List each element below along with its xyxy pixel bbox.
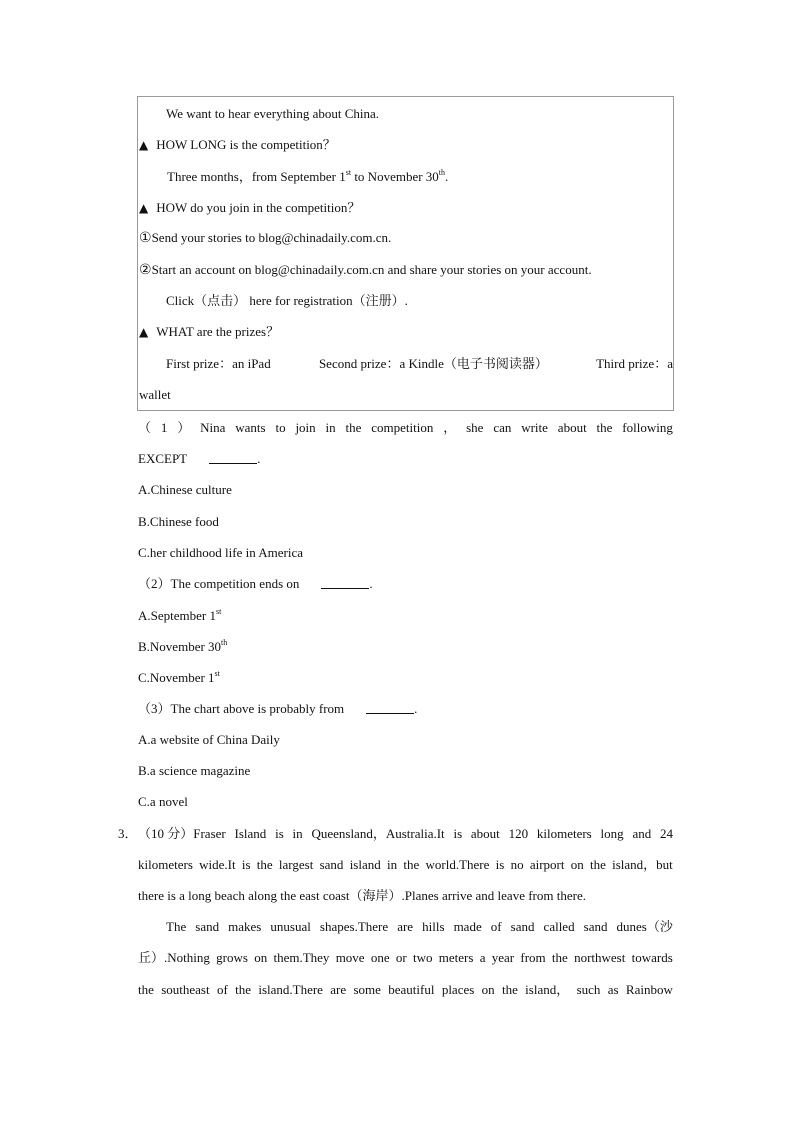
word: from [520,950,546,965]
word: write [521,420,548,435]
word: The [166,919,187,934]
word: long [600,826,624,841]
word: move [335,950,365,965]
word: is [453,826,463,841]
word: ） [177,420,191,435]
word: places [441,982,475,997]
question-1-option-b: B.Chinese food [138,514,219,529]
question-2-option-c: C.November 1st [138,669,220,685]
word: Island [234,826,267,841]
duration-text: Three months，from September 1st to November 30th. [167,168,449,184]
word: kilometers [138,857,193,872]
word: the [589,857,606,872]
word: southeast [161,982,210,997]
word: two [413,950,433,965]
word: hills [422,919,445,934]
word: 120 [508,826,529,841]
third-prize: Third prize：a [596,356,673,371]
word: wants [235,420,266,435]
join-step-2: ②Start an account on blog@chinadaily.com.cn and share your stories on your account. [139,262,592,278]
question-3-stem: （3）The chart above is probably from . [138,701,418,716]
word: she [466,420,484,435]
word: grows [216,950,248,965]
join-step-1: ①Send your stories to blog@chinadaily.com.cn. [139,230,392,246]
triangle-bullet-icon: ▲ [139,201,149,215]
word: 24 [660,826,673,841]
word: sand [583,919,608,934]
passage-line [138,982,673,998]
word: competition [371,420,434,435]
word: sand [195,919,220,934]
word: such [576,982,601,997]
word: year [491,950,515,965]
word: island [349,857,381,872]
word: in [292,826,303,841]
word: wide.It [199,857,236,872]
answer-blank [366,702,414,714]
word: island， [525,982,570,997]
word: Nina [200,420,226,435]
word: are [330,982,347,997]
second-prize: Second prize：a Kindle（电子书阅读器） [318,356,548,371]
word: kilometers [536,826,592,841]
question-2-option-b: B.November 30th [138,638,228,654]
question-3-option-c: C.a novel [138,794,188,809]
question-3-option-a: A.a website of China Daily [138,732,280,747]
word: island.There [258,982,323,997]
word: of [216,982,228,997]
question-3-option-b: B.a science magazine [138,763,251,778]
word: following [622,420,673,435]
word: （10 分）Fraser [138,826,226,841]
word: northwest [574,950,626,965]
word: Queensland，Australia.It [311,826,445,841]
word: in [387,857,398,872]
word: about [557,420,587,435]
question-2-option-a: A.September 1st [138,607,222,623]
word: made [453,919,482,934]
word: on [481,982,495,997]
word: the [235,982,251,997]
word: （ [138,420,152,435]
word: towards [631,950,673,965]
word: the [551,950,568,965]
question-prizes: ▲ WHAT are the prizes？ [139,324,280,339]
word: of [490,919,502,934]
word: sand [510,919,535,934]
word: the [596,420,613,435]
word: 1 [160,420,168,435]
word: beautiful [388,982,435,997]
word: in [325,420,336,435]
question-1-option-a: A.Chinese culture [138,482,232,497]
word: ， [443,420,457,435]
word: a [479,950,486,965]
word: is [495,857,505,872]
answer-blank [321,577,369,589]
word: island，but [612,857,673,872]
word: the [403,857,420,872]
question-how-join: ▲ HOW do you join in the competition？ [139,200,361,215]
word: there is a long beach along the east coast（海岸）.Planes arrive and leave from there. [138,888,586,903]
word: 丘）.Nothing [138,950,210,965]
prizes-line [166,356,673,372]
word: world.There [425,857,490,872]
word: are [397,919,414,934]
first-prize: First prize：an iPad [166,356,271,371]
triangle-bullet-icon: ▲ [139,138,149,152]
word: as [607,982,619,997]
word: Rainbow [625,982,673,997]
word: largest [278,857,314,872]
answer-blank [209,452,257,464]
word: sand [319,857,344,872]
passage-line [138,857,673,873]
word: no [510,857,524,872]
word: to [275,420,286,435]
word: or [395,950,407,965]
word: about [470,826,500,841]
question-2-stem: （2）The competition ends on . [138,576,373,591]
passage-line [138,888,586,904]
word: on [254,950,268,965]
word: dunes（沙 [616,919,673,934]
word: on [570,857,584,872]
word: meters [438,950,474,965]
word: is [241,857,251,872]
word: the [345,420,362,435]
word: the [256,857,273,872]
word: the [501,982,518,997]
word: unusual [270,919,311,934]
word: and [632,826,652,841]
notice-intro: We want to hear everything about China. [166,106,380,121]
word: join [295,420,316,435]
word: makes [228,919,262,934]
word: shapes.There [319,919,389,934]
circled-one-icon: ① [139,230,152,246]
passage-line [166,919,673,935]
word: the [138,982,154,997]
word: is [275,826,284,841]
word: airport [529,857,565,872]
word: them.They [273,950,330,965]
question-how-long: ▲ HOW LONG is the competition？ [139,137,336,152]
word: some [353,982,381,997]
question-1-stem-continued: EXCEPT . [138,451,261,466]
circled-two-icon: ② [139,262,152,278]
passage-line [138,950,673,966]
question-1-stem [138,420,673,436]
word: called [543,919,575,934]
question-1-option-c: C.her childhood life in America [138,545,303,560]
third-prize-continued: wallet [139,387,171,402]
word: one [370,950,390,965]
triangle-bullet-icon: ▲ [139,325,149,339]
passage-line [138,826,673,842]
word: can [493,420,512,435]
registration-line: Click（点击） here for registration（注册）. [166,293,408,308]
question-number-3: 3． [118,826,138,841]
